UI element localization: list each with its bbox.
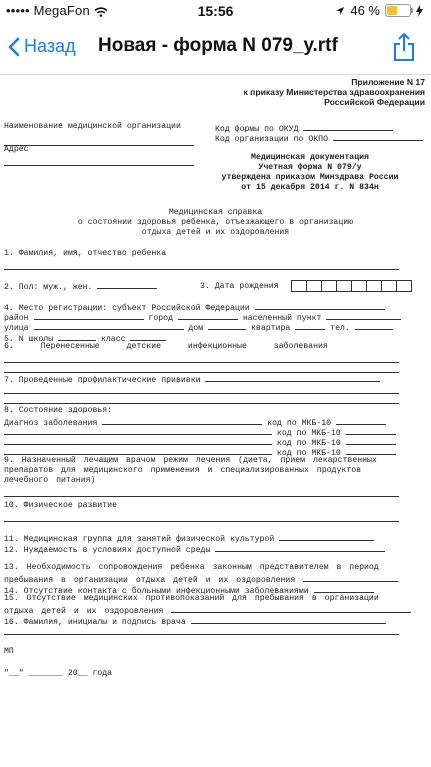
field-4-rayon: район город населенный пункт	[4, 311, 401, 324]
field-9: 9. Назначенный лечащим врачом режим лечения (диета, прием лекарственных препаратов для медицинского применения и специализированных продуктов лечебного питания)	[4, 456, 377, 485]
field-4: 4. Место регистрации: субъект Российской Федерации	[4, 301, 385, 314]
field-1: 1. Фамилия, имя, отчество ребенка	[4, 249, 167, 258]
field-10: 10. Физическое развитие	[4, 501, 118, 510]
field-16-line	[4, 626, 399, 639]
field-9-line	[4, 488, 399, 501]
status-right	[335, 3, 423, 18]
diagnosis-row-3: код по МКБ-10	[4, 436, 396, 449]
field-14: 14. Отсутствие контакта с больными инфекционными заболеваниями	[4, 584, 374, 597]
field-8: 8. Состояние здоровья:	[4, 406, 113, 415]
signal-icon: •••••	[6, 3, 30, 18]
field-6: 6. Перенесенные детские инфекционные заболевания	[4, 342, 328, 351]
share-icon	[393, 32, 415, 62]
field-5: 5. N школы класс	[4, 332, 166, 345]
stamp-label: МП	[4, 647, 14, 656]
clock: 15:56	[197, 3, 234, 19]
field-7: 7. Проведенные профилактические прививки	[4, 373, 380, 386]
okpo-field: Код организации по ОКПО	[215, 132, 423, 145]
field-13: 13. Необходимость сопровождения ребенка законным представителем в период пребывания в организации отдыха детей и их оздоровления	[4, 563, 398, 586]
field-12: 12. Нуждаемость в условиях доступной среды	[4, 543, 385, 556]
address-label: Адрес	[4, 145, 29, 154]
okud-field: Код формы по ОКУД	[215, 122, 393, 135]
back-button[interactable]	[8, 36, 76, 57]
field-4-street: улица дом квартира тел.	[4, 321, 393, 334]
location-icon	[335, 6, 345, 16]
med-doc-block: Медицинская документация Учетная форма N 079/у утверждена приказом Минздрава России от 15 декабря 2014 г. N 834н	[221, 153, 399, 192]
charging-icon	[416, 5, 423, 17]
diagnosis-row-2: код по МКБ-10	[4, 426, 396, 439]
diagnosis-row-4: код по МКБ-10	[4, 446, 396, 459]
field-10-line	[4, 513, 399, 526]
battery-percent: 46 %	[350, 3, 380, 18]
org-name-label: Наименование медицинской организации	[4, 122, 181, 131]
appendix-header: Приложение N 17 к приказу Министерства здравоохранения Российской Федерации	[243, 77, 425, 107]
document-title: Новая - форма N 079_у.rtf	[98, 35, 338, 56]
date-line: "__" _______ 20__ года	[4, 669, 113, 678]
carrier-label: ••••• MegaFon	[6, 3, 108, 18]
org-name-line	[4, 137, 194, 150]
back-label: Назад	[24, 36, 76, 56]
field-2: 2. Пол: муж., жен.	[4, 280, 157, 293]
status-bar	[0, 0, 431, 22]
share-button[interactable]	[393, 32, 415, 67]
chevron-left-icon	[8, 37, 20, 57]
field-15: 15. Отсутствие медицинских противопоказаний для пребывания в организации отдыха детей и их оздоровления	[4, 594, 411, 617]
address-line	[4, 157, 194, 170]
field-11: 11. Медицинская группа для занятий физической культурой	[4, 532, 374, 545]
diagnosis-row-1: Диагноз заболевания код по МКБ-10	[4, 416, 386, 429]
field-3: 3. Дата рождения	[200, 280, 412, 292]
field-16: 16. Фамилия, инициалы и подпись врача	[4, 615, 386, 628]
form-title: Медицинская справка о состоянии здоровья ребенка, отъезжающего в организацию отдыха детей и их оздоровления	[77, 208, 354, 237]
battery-icon	[385, 4, 411, 17]
field-1-line	[4, 261, 399, 274]
document-page	[0, 75, 431, 767]
navigation-bar	[0, 22, 431, 75]
